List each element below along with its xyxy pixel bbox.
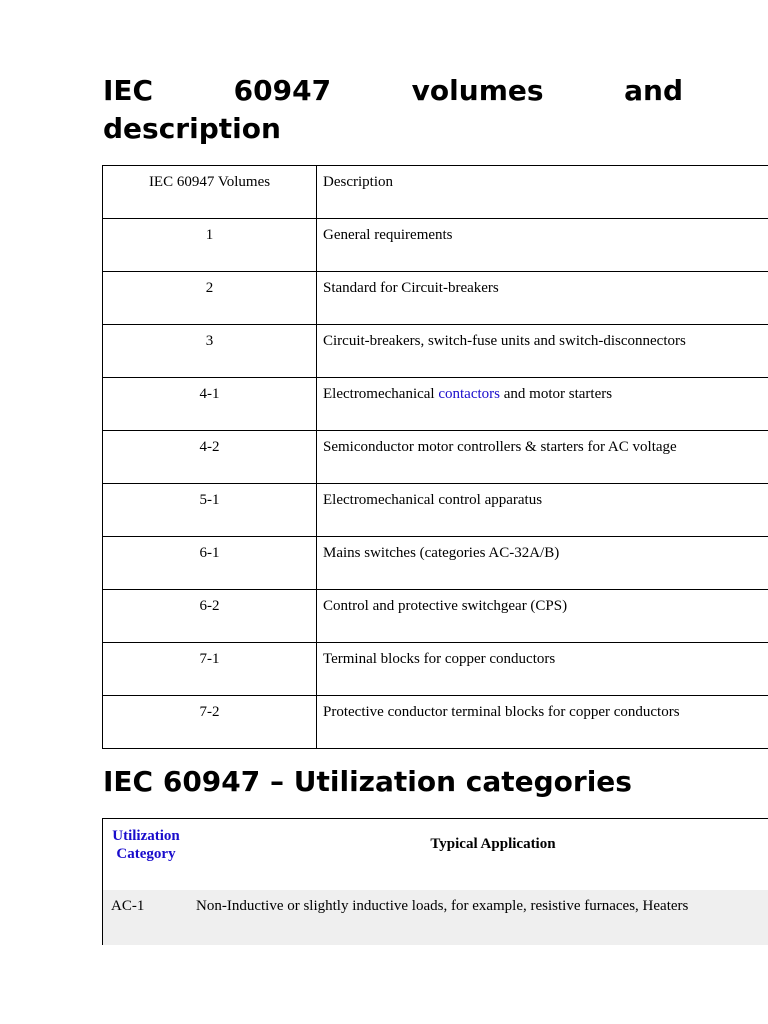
- table-row: [103, 272, 768, 325]
- table-row: [103, 537, 768, 590]
- table-row: [103, 590, 768, 643]
- header-typical-application: Typical Application: [430, 836, 556, 852]
- volume-cell: 4-2: [103, 431, 317, 484]
- volume-cell: 7-2: [103, 696, 317, 749]
- description-cell: Terminal blocks for copper conductors: [317, 643, 768, 696]
- description-text: Electromechanical: [323, 386, 439, 402]
- description-cell: Semiconductor motor controllers & starters for AC voltage: [317, 431, 768, 484]
- title-word: 60947: [233, 74, 332, 107]
- utilization-table: [102, 818, 768, 945]
- description-cell: Electromechanical control apparatus: [317, 484, 768, 537]
- header-category-line: Utilization: [112, 828, 180, 844]
- header-volumes: IEC 60947 Volumes: [103, 166, 317, 219]
- section-title-utilization: IEC 60947 – Utilization categories: [103, 765, 632, 798]
- volume-cell: 7-1: [103, 643, 317, 696]
- description-cell: Mains switches (categories AC-32A/B): [317, 537, 768, 590]
- description-cell: [317, 378, 768, 431]
- description-cell: General requirements: [317, 219, 768, 272]
- title-line2: description: [103, 112, 281, 145]
- table-row: [103, 484, 768, 537]
- volumes-table: [102, 165, 768, 749]
- volume-cell: 1: [103, 219, 317, 272]
- table-row: [103, 325, 768, 378]
- title-word: volumes: [411, 74, 544, 107]
- volume-cell: 6-2: [103, 590, 317, 643]
- header-description: Description: [317, 166, 768, 219]
- header-utilization-category[interactable]: [103, 827, 189, 863]
- volume-cell: 6-1: [103, 537, 317, 590]
- table-row: [103, 219, 768, 272]
- title-word: and: [624, 74, 683, 107]
- application-cell: Non-Inductive or slightly inductive loads, for example, resistive furnaces, Heaters: [196, 898, 689, 914]
- header-category-line: Category: [116, 846, 176, 862]
- table-row: [103, 696, 768, 749]
- description-cell: Circuit-breakers, switch-fuse units and switch-disconnectors: [317, 325, 768, 378]
- section-title-volumes: [103, 72, 683, 148]
- table-row: [103, 643, 768, 696]
- description-cell: Standard for Circuit-breakers: [317, 272, 768, 325]
- volume-cell: 2: [103, 272, 317, 325]
- title-word: IEC: [103, 74, 154, 107]
- contactors-link[interactable]: contactors: [438, 386, 500, 402]
- table-row: [103, 890, 768, 945]
- table-row: [103, 378, 768, 431]
- category-cell: AC-1: [111, 898, 145, 914]
- table-row: [103, 431, 768, 484]
- table-header-row: [103, 166, 768, 219]
- volume-cell: 3: [103, 325, 317, 378]
- volume-cell: 4-1: [103, 378, 317, 431]
- volume-cell: 5-1: [103, 484, 317, 537]
- description-text: and motor starters: [500, 386, 613, 402]
- description-cell: Protective conductor terminal blocks for copper conductors: [317, 696, 768, 749]
- description-cell: Control and protective switchgear (CPS): [317, 590, 768, 643]
